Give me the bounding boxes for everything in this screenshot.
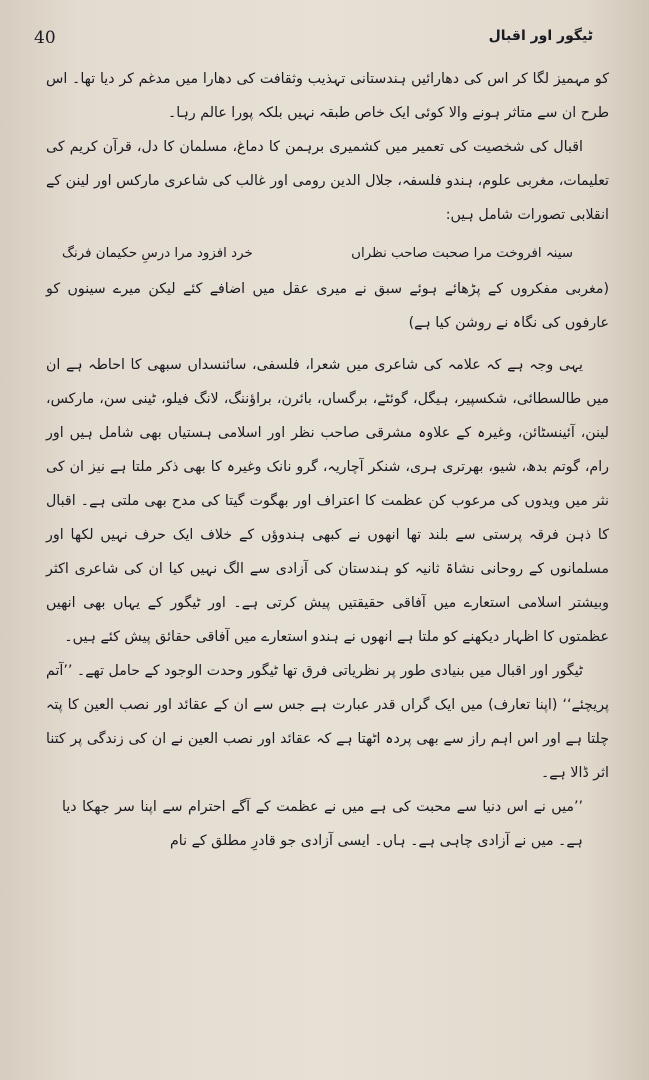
page-body: [46, 62, 609, 858]
block-quote: ’’میں نے اس دنیا سے محبت کی ہے میں نے عظمت کے آگے احترام سے اپنا سر جھکا دیا ہے۔ میں نے آزادی چاہی ہے۔ ہاں۔ ایسی آزادی جو قادرِ مطلق کے نام: [62, 799, 583, 849]
paragraph-4: ٹیگور اور اقبال میں بنیادی طور پر نظریاتی فرق تھا ٹیگور وحدت الوجود کے حامل تھے۔ ’’آتم پریچئے‘‘ (اپنا تعارف) میں ایک گراں قدر عبارت ہے جس سے ان کے عقائد اور نصب العین کا پتہ چلتا ہے اور اس اہم راز سے بھی پردہ اٹھتا ہے کہ عقائد اور نصب العین نے ان کی زندگی پر کتنا اثر ڈالا ہے۔: [46, 663, 609, 781]
verse-translation: (مغربی مفکروں کے پڑھائے ہوئے سبق نے میری عقل میں اضافے کئے لیکن میرے سینوں کو عارفوں کی نگاہ نے روشن کیا ہے): [46, 281, 609, 331]
paragraph-2: اقبال کی شخصیت کی تعمیر میں کشمیری برہمن کا دماغ، مسلمان کا دل، قرآن کریم کی تعلیمات، مغربی علوم، ہندو فلسفہ، جلال الدین رومی اور غالب کی شاعری مارکس اور لینن کے انقلابی تصورات شامل ہیں:: [46, 139, 609, 223]
page-header: [30, 26, 593, 56]
paragraph-1: کو مہمیز لگا کر اس کی دھارائیں ہندستانی تہذیب وثقافت کی دھارا میں مدغم کر دیا تھا۔ اس طرح ان سے متاثر ہونے والا کوئی ایک خاص طبقہ نہیں بلکہ پورا عالم رہا۔: [46, 71, 609, 121]
paragraph-3: یہی وجہ ہے کہ علامہ کی شاعری میں شعرا، فلسفی، سائنسداں سبھی کا احاطہ ہے ان میں طالسطائی، شکسپیر، ہیگل، گوئٹے، برگساں، بائرن، براؤننگ، لانگ فیلو، ٹینی سن، مارکس، لینن، آئینسٹائن، وغیرہ کے علاوہ مشرقی صاحب نظر اور اسلامی ہستیاں بھی شامل ہیں اور رام، گوتم بدھ، شیو، بھرتری ہری، شنکر آچاریہ، گرو نانک وغیرہ کا بھی ذکر ملتا ہے نیز ان کی نثر میں ویدوں کی مرعوب کن عظمت کا اعتراف اور بھگوت گیتا کی مدح بھی ملتی ہے۔ اقبال کا ذہن فرقہ پرستی سے بلند تھا انھوں نے کبھی ہندوؤں کے خلاف ایک حرف نہیں لکھا اور مسلمانوں کے روحانی نشاۃ ثانیہ کو ہندستان کی آزادی سے الگ نہیں کیا ان کی شاعری اکثر وبیشتر اسلامی استعارے میں آفاقی حقیقتیں پیش کرتی ہے۔ اور ٹیگور کے یہاں بھی انھیں عظمتوں کا اظہار دیکھنے کو ملتا ہے انھوں نے ہندو استعارے میں آفاقی حقائق پیش کئے ہیں۔: [46, 357, 609, 645]
verse-hemistich-left: خرد افزود مرا درسِ حکیمان فرنگ: [62, 246, 253, 261]
page-number: 40: [34, 28, 56, 48]
running-title: ٹیگور اور اقبال: [488, 28, 593, 44]
verse-hemistich-right: سینہ افروخت مرا صحبت صاحب نظراں: [351, 246, 573, 261]
persian-verse: [46, 236, 609, 272]
